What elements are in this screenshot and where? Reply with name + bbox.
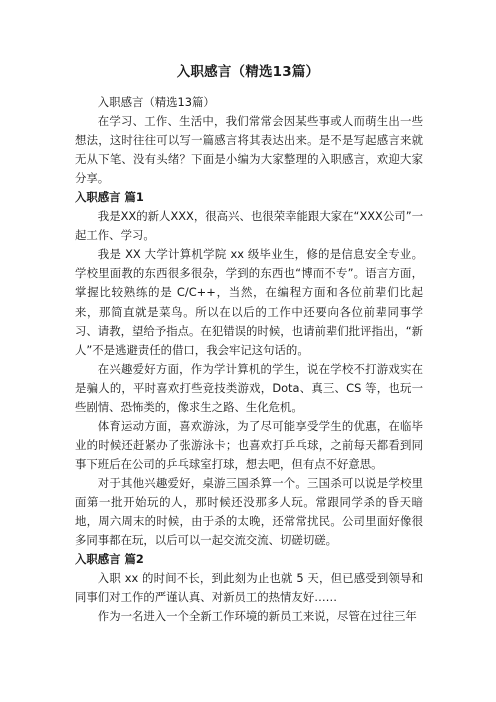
section-2-paragraph-1: 入职 xx 的时间不长，到此刻为止也就 5 天，但已感受到领导和同事们对工作的严谨认真、对新员工的热情友好……: [75, 571, 423, 605]
document-title: 入职感言（精选13篇）: [176, 64, 320, 80]
intro-paragraph: 在学习、工作、生活中，我们常常会因某些事或人而萌生出一些想法，这时往往可以写一篇感言将其表达出来。是不是写起感言来就无从下笔、没有头绪？下面是小编为大家整理的入职感言，欢迎大家分享。: [75, 114, 423, 186]
section-1-paragraph-2: 我是 XX 大学计算机学院 xx 级毕业生，修的是信息安全专业。学校里面教的东西很多很杂，学到的东西也“博而不专”。语言方面，掌握比较熟练的是 C/C++，当然，在编程方面和各位前辈们比起来，那简直就是菜鸟。所以在以后的工作中还要向各位前辈同事学习、请教，望给予指点。在犯错误的时候，也请前辈们批评指出，“新人”不是逃避责任的借口，我会牢记这句话的。: [75, 247, 423, 357]
section-heading-1: 入职感言 篇1: [75, 190, 144, 205]
document-body: [75, 93, 423, 626]
section-1-paragraph-3: 在兴趣爱好方面，作为学计算机的学生，说在学校不打游戏实在是骗人的，平时喜欢打些竞技类游戏，Dota、真三、CS 等，也玩一些剧情、恐怖类的，像求生之路、生化危机。: [75, 361, 423, 414]
document-subtitle: 入职感言（精选13篇）: [97, 95, 215, 109]
section-1-paragraph-1: 我是XX的新人XXX，很高兴、也很荣幸能跟大家在“XXX公司”一起工作、学习。: [75, 209, 423, 243]
section-1-paragraph-5: 对于其他兴趣爱好，桌游三国杀算一个。三国杀可以说是学校里面第一批开始玩的人，那时候还没那多人玩。常跟同学杀的昏天暗地，周六周末的时候，由于杀的太晚，还常常扰民。公司里面好像很多同事都在玩，以后可以一起交流交流、切磋切磋。: [75, 475, 423, 548]
section-1-paragraph-4: 体育运动方面，喜欢游泳，为了尽可能享受学生的优惠，在临毕业的时候还赶紧办了张游泳卡；也喜欢打乒乓球，之前每天都看到同事下班后在公司的乒乓球室打球，想去吧，但有点不好意思。: [75, 418, 423, 471]
section-heading-2: 入职感言 篇2: [75, 552, 144, 567]
section-2-paragraph-2: 作为一名进入一个全新工作环境的新员工来说，尽管在过往三年: [97, 609, 417, 624]
